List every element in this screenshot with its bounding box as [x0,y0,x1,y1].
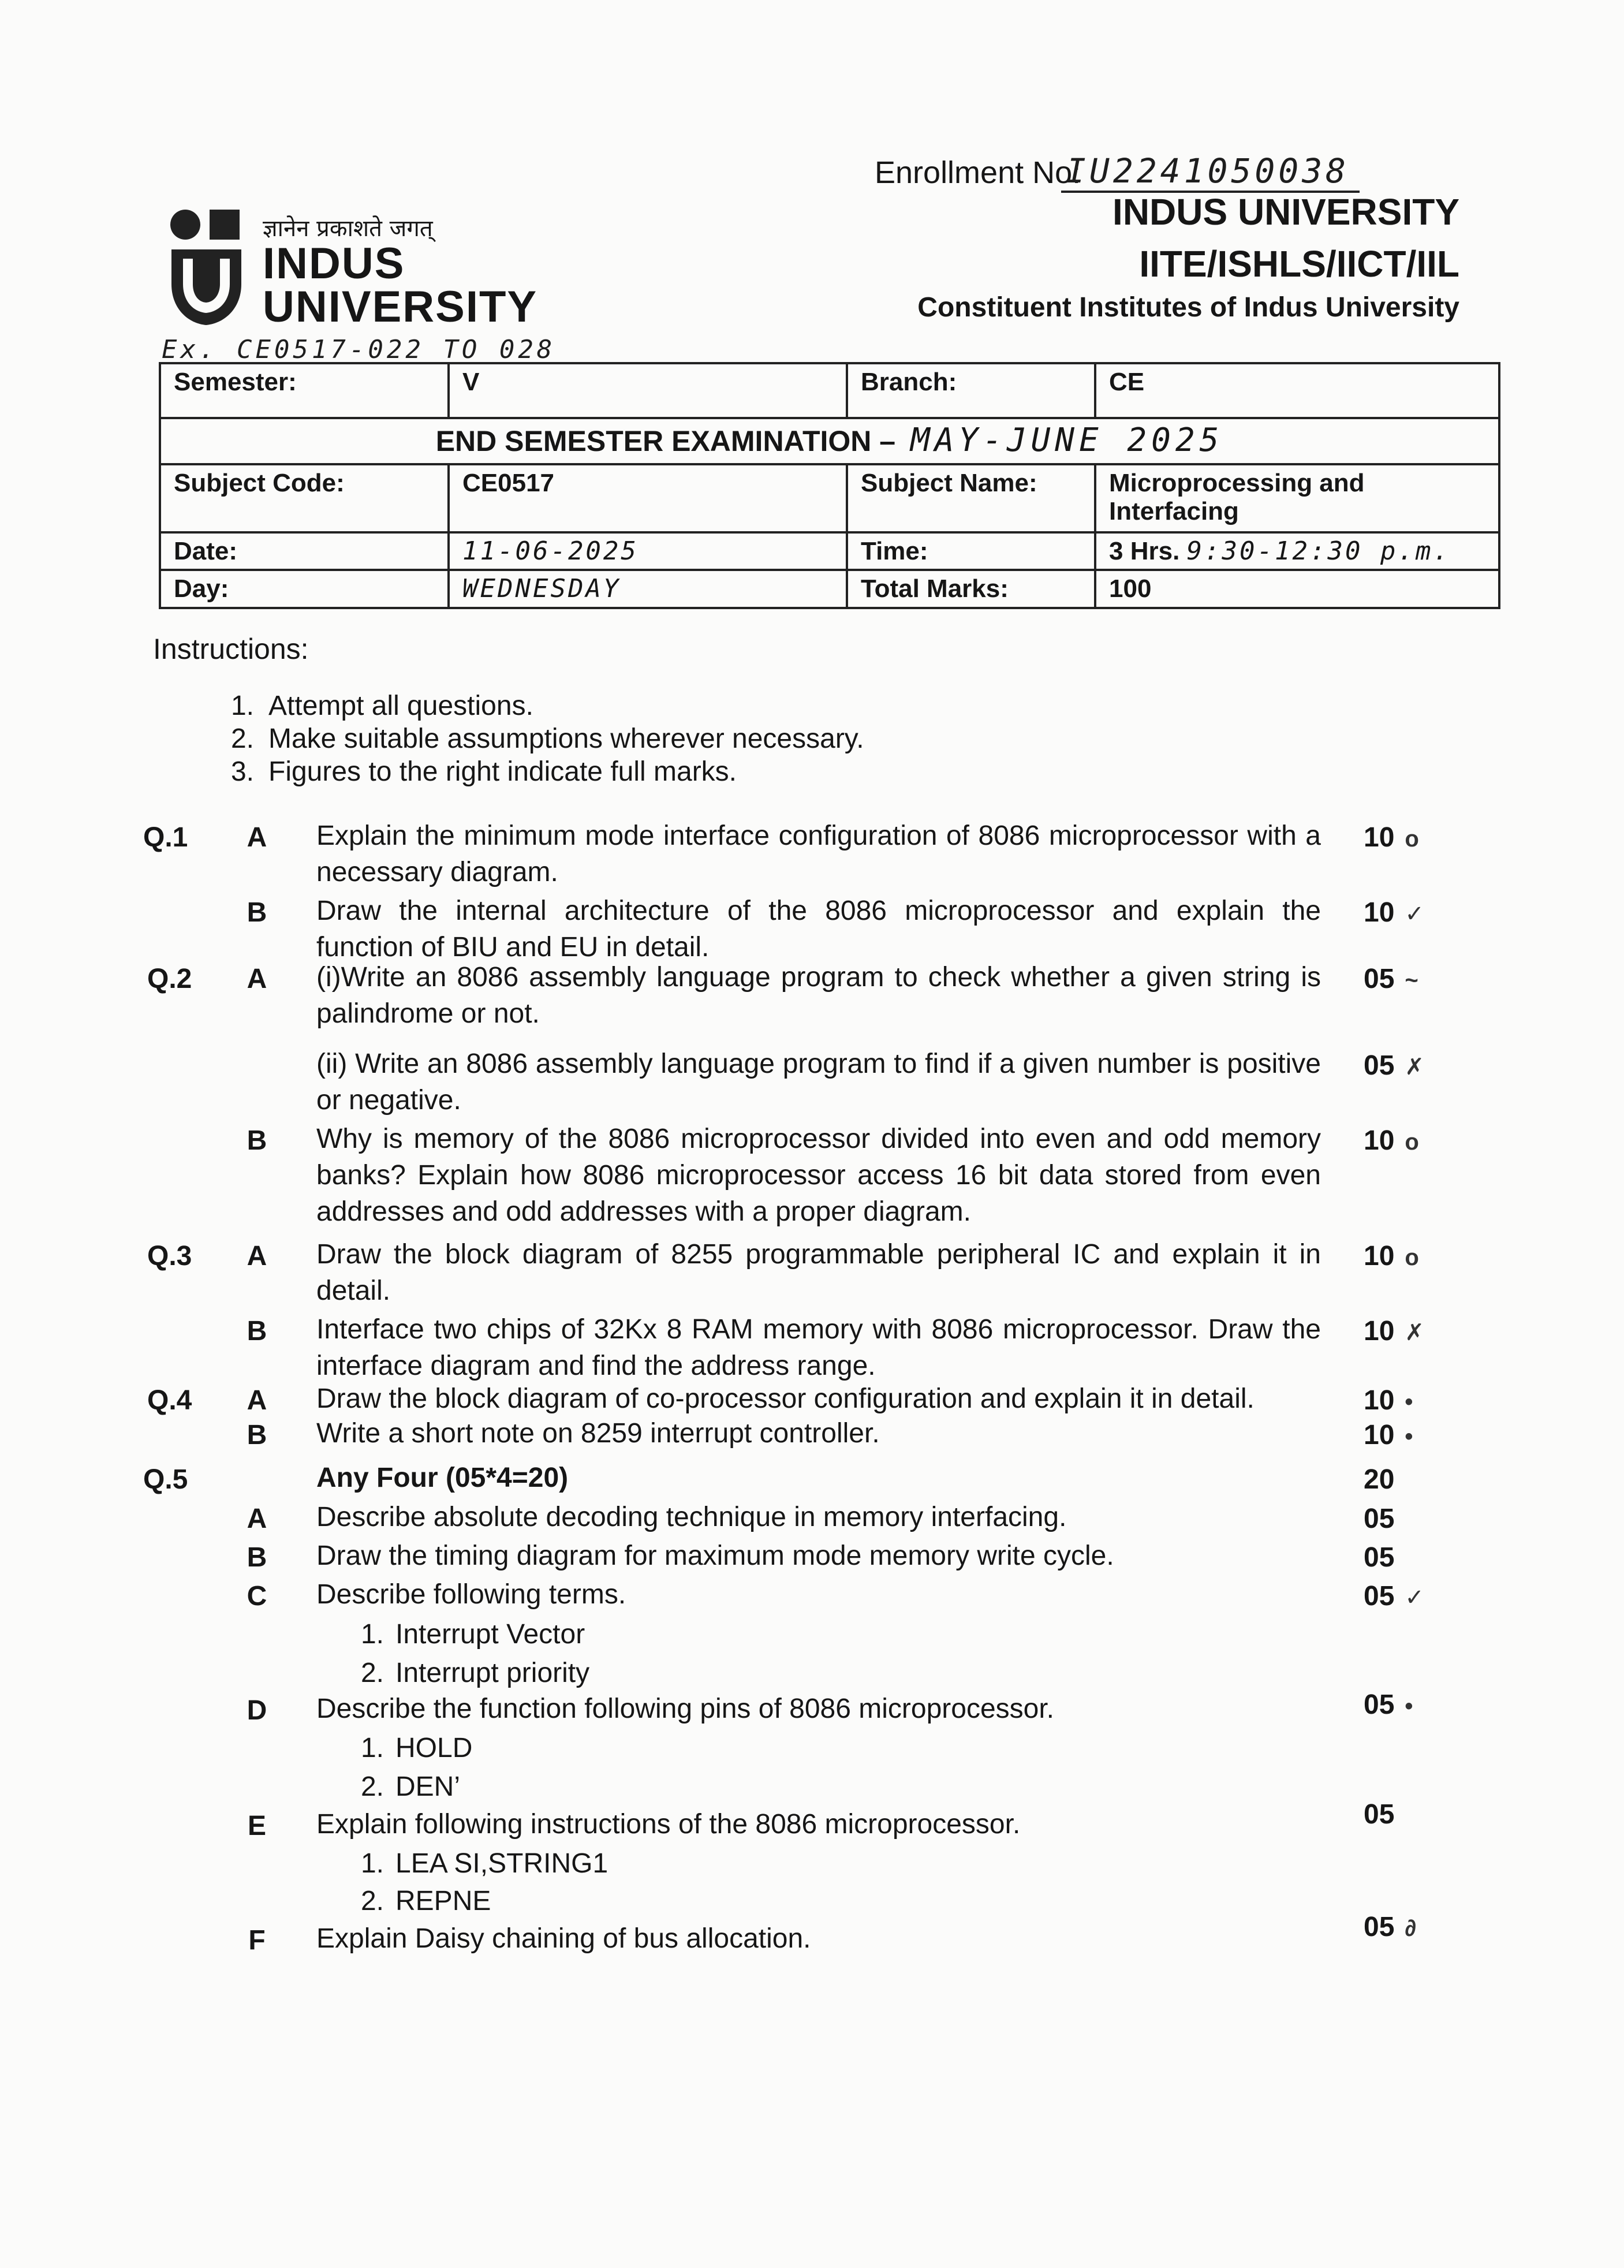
table-row [160,363,1499,418]
marks-value: 10 ✗ [1364,1316,1424,1346]
logo-square-icon [210,210,240,240]
question-text: Why is memory of the 8086 microprocessor divided into even and odd memory banks? Explain how 8086 microprocessor access 16 bit data stored from even addresses and odd addresses with a proper diagram. [316,1124,1321,1227]
question-text: Write a short note on 8259 interrupt controller. [316,1418,880,1449]
shield-icon [170,248,242,326]
time-label: Time: [847,532,1095,570]
subquestion-label: B [247,897,267,928]
subquestion-label: E [247,1811,266,1841]
question-number-q3: Q.3 [147,1241,192,1271]
logo-name-line1: INDUS [263,239,405,288]
enrollment-number: IU2241050038 [1061,151,1360,193]
marks-value: 10 • [1364,1420,1413,1450]
constituent-line: Constituent Institutes of Indus University [917,292,1459,323]
marks-value: 10 o [1364,1125,1419,1156]
branch-label: Branch: [847,363,1095,418]
subject-name-value: Microprocessing and Interfacing [1095,464,1499,532]
question-text: Describe following terms. [316,1579,626,1610]
subject-code-value: CE0517 [449,464,847,532]
question-text: Describe absolute decoding technique in memory interfacing. [316,1502,1067,1532]
subquestion-label: D [247,1695,267,1726]
institutes-line: IITE/ISHLS/IICT/IIL [1139,243,1459,285]
date-label: Date: [160,532,449,570]
marks-value: 20 [1364,1464,1395,1495]
day-label: Day: [160,570,449,607]
marks-value: 10 o [1364,822,1419,853]
subquestion-label: B [247,1316,267,1346]
time-value: 3 Hrs. [1109,537,1180,565]
subject-code-label: Subject Code: [160,464,449,532]
question-text: (i)Write an 8086 assembly language program to check whether a given string is palindrome or not. [316,962,1321,1029]
subquestion-label: A [247,822,267,853]
marks-value: 05 ∂ [1364,1912,1417,1942]
subquestion-label: A [247,1504,267,1534]
total-marks-value: 100 [1095,570,1499,607]
subquestion-label: F [248,1925,266,1956]
table-row [160,570,1499,607]
subject-name-label: Subject Name: [847,464,1095,532]
question-text: Draw the block diagram of co-processor configuration and explain it in detail. [316,1383,1255,1414]
question-text: Draw the block diagram of 8255 programmable peripheral IC and explain it in detail. [316,1239,1321,1306]
question-text: (ii) Write an 8086 assembly language program to find if a given number is positive or negative. [316,1049,1321,1116]
question-text: Describe the function following pins of 8086 microprocessor. [316,1693,1054,1724]
logo-name-line2: UNIVERSITY [263,282,538,331]
marks-value: 05 • [1364,1689,1413,1720]
exam-session: MAY-JUNE 2025 [910,421,1224,459]
time-cell [1095,532,1499,570]
exam-title: END SEMESTER EXAMINATION – [435,425,896,457]
university-title: INDUS UNIVERSITY [1112,191,1459,233]
subquestion-label: C [247,1581,267,1612]
semester-label: Semester: [160,363,449,418]
marks-value: 05 ~ [1364,964,1418,994]
logo-tagline: ज्ञानेन प्रकाशते जगत् [263,215,433,242]
question-number-q5: Q.5 [143,1464,188,1495]
question-number-q1: Q.1 [143,822,188,853]
subquestion-label: A [247,964,267,994]
question-number-q4: Q.4 [147,1385,192,1416]
logo-circle-icon [170,210,200,240]
table-row [160,532,1499,570]
question-number-q2: Q.2 [147,964,192,994]
question-text: Explain following instructions of the 8086 microprocessor. [316,1809,1021,1840]
marks-value: 05 ✗ [1364,1050,1424,1081]
subquestion-label: A [247,1385,267,1416]
date-value: 11-06-2025 [449,532,847,570]
question-heading: Any Four (05*4=20) [316,1463,569,1493]
subquestion-label: B [247,1125,267,1156]
subquestion-label: B [247,1420,267,1450]
instructions-heading: Instructions: [153,633,309,665]
marks-value: 10 ✓ [1364,897,1424,928]
subquestion-label: B [247,1542,267,1573]
marks-value: 05 [1364,1799,1395,1830]
total-marks-label: Total Marks: [847,570,1095,607]
question-text: Draw the timing diagram for maximum mode memory write cycle. [316,1540,1114,1571]
semester-value: V [449,363,847,418]
exam-details-table [159,362,1500,609]
marks-value: 10 • [1364,1385,1413,1416]
question-text: Explain the minimum mode interface configuration of 8086 microprocessor with a necessary diagram. [316,820,1321,887]
marks-value: 05 [1364,1542,1395,1573]
table-row [160,464,1499,532]
question-text: Draw the internal architecture of the 8086 microprocessor and explain the function of BIU and EU in detail. [316,896,1321,963]
exam-title-cell [160,418,1499,464]
question-text: Explain Daisy chaining of bus allocation. [316,1923,811,1954]
marks-value: 05 [1364,1504,1395,1534]
subquestion-label: A [247,1241,267,1271]
marks-value: 10 o [1364,1241,1419,1271]
university-logo [170,207,586,334]
table-row [160,418,1499,464]
branch-value: CE [1095,363,1499,418]
enrollment-label: Enrollment No: [875,155,1081,190]
question-text: Interface two chips of 32Kx 8 RAM memory with 8086 microprocessor. Draw the interface diagram and find the address range. [316,1314,1321,1381]
exempted-codes-note: Ex. CE0517-022 TO 028 [162,335,556,364]
marks-value: 05 ✓ [1364,1581,1424,1612]
day-value: WEDNESDAY [449,570,847,607]
time-slot: 9:30-12:30 p.m. [1186,536,1451,566]
